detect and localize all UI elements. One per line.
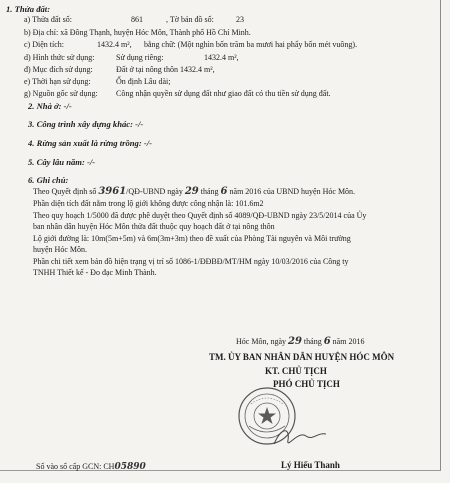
note-line-6: huyện Hóc Môn. [33,245,87,254]
note-line-7: Phần chi tiết xem bản đồ hiện trạng vị trí số 1086-1/ĐĐBĐ/MT/HM ngày 10/03/2016 của Công ty [33,257,349,266]
section-5-heading: 5. Cây lâu năm: -/- [28,157,96,167]
usage-form-label: d) Hình thức sử dụng: [24,53,95,62]
note-line-5: Lộ giới đường là: 10m(5m+5m) và 6m(3m+3m) theo đề xuất của Phòng Tài nguyên và Môi trường [33,234,351,243]
signing-month-label: tháng [303,337,322,346]
note-decision-month-label: tháng [200,187,219,196]
signing-month-handwritten: 6 [323,336,331,347]
map-sheet-value: 23 [236,15,244,24]
address-line: b) Địa chỉ: xã Đông Thạnh, huyện Hóc Môn, Thành phố Hồ Chí Minh. [24,28,251,37]
registry-number-handwritten: 05890 [114,462,146,472]
signing-date [236,337,364,347]
page-border [440,0,441,470]
parcel-number-value: 861 [131,15,143,24]
usage-purpose-label: đ) Mục đích sử dụng: [24,65,93,74]
note-decision-suffix: /QĐ-UBND ngày [126,187,183,196]
usage-form-area: 1432.4 m², [204,53,239,62]
usage-term-label: e) Thời hạn sử dụng: [24,77,91,86]
signing-date-prefix: Hóc Môn, ngày [236,337,286,346]
registry-number-label: Số vào sổ cấp GCN: CH [36,462,115,471]
note-line-3: Theo quy hoạch 1/5000 đã được phê duyệt theo Quyết định số 4089/QĐ-UBND ngày 23/5/2014 của Ủy [33,211,367,220]
on-behalf-title: KT. CHỦ TỊCH [265,366,327,376]
usage-origin-label: g) Nguồn gốc sử dụng: [24,89,98,98]
signer-name: Lý Hiếu Thanh [281,460,340,470]
signing-year: năm 2016 [332,337,365,346]
note-line-2: Phần diện tích đất nằm trong lộ giới không được công nhận là: 101.6m2 [33,199,264,208]
area-in-words: bằng chữ: (Một nghìn bốn trăm ba mươi hai phẩy bốn mét vuông). [144,40,358,49]
section-1-heading: 1. Thửa đất: [6,4,51,14]
issuing-authority: TM. ỦY BAN NHÂN DÂN HUYỆN HÓC MÔN [209,352,395,362]
usage-term-value: Ổn định Lâu dài; [116,77,171,86]
usage-form-value: Sử dụng riêng: [116,53,164,62]
decision-number-handwritten: 3961 [98,186,127,197]
handwritten-signature-icon [268,420,338,454]
note-decision-line [33,187,355,197]
note-line-8: TNHH Thiết kế - Đo đạc Minh Thành. [33,268,157,277]
area-label: c) Diện tích: [24,40,64,49]
area-value: 1432.4 m², [97,40,132,49]
registry-number [36,462,146,472]
map-sheet-label: , Tờ bản đồ số: [166,15,214,24]
usage-purpose-value: Đất ở tại nông thôn 1432.4 m², [116,65,215,74]
parcel-number-label: a) Thửa đất số: [24,15,72,24]
note-decision-year: năm 2016 của UBND huyện Hóc Môn. [229,187,356,196]
section-2-heading: 2. Nhà ở: -/- [28,101,72,111]
section-4-heading: 4. Rừng sản xuất là rừng trồng: -/- [28,138,152,148]
note-line-4: ban nhân dân huyện Hóc Môn thửa đất thuộc quy hoạch đất ở tại nông thôn [33,222,275,231]
section-3-heading: 3. Công trình xây dựng khác: -/- [28,119,144,129]
signing-day-handwritten: 29 [288,336,302,347]
usage-origin-value: Công nhận quyền sử dụng đất như giao đất có thu tiền sử dụng đất. [116,89,331,98]
decision-month-handwritten: 6 [220,186,228,197]
signer-role: PHÓ CHỦ TỊCH [273,379,340,389]
section-6-heading: 6. Ghi chú: [28,175,69,185]
note-decision-prefix: Theo Quyết định số [33,187,97,196]
decision-day-handwritten: 29 [184,186,199,197]
